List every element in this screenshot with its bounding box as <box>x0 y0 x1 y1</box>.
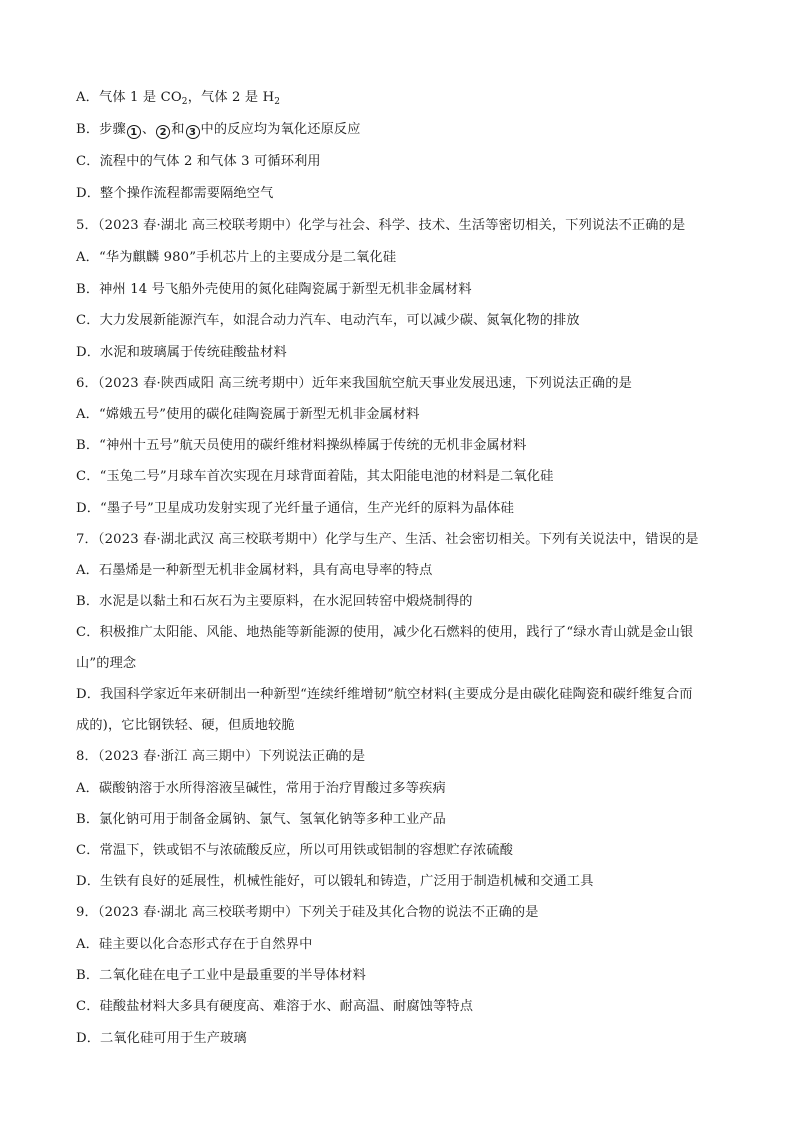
q9-option-b: B．二氧化硅在电子工业中是最重要的半导体材料 <box>76 968 366 983</box>
step-3-circled-icon: 3 <box>186 125 200 139</box>
q4-b-sep1: 、 <box>141 122 156 137</box>
q7-option-c-line1: C．积极推广太阳能、风能、地热能等新能源的使用，减少化石燃料的使用，践行了“绿水青山就是金山银 <box>76 625 694 640</box>
q8-stem: 8．（2023 春·浙江 高三期中）下列说法正确的是 <box>76 749 366 764</box>
q6-option-c: C．“玉兔二号”月球车首次实现在月球背面着陆，其太阳能电池的材料是二氧化硅 <box>76 469 554 484</box>
q7-option-d-line1: D．我国科学家近年来研制出一种新型“连续纤维增韧”航空材料(主要成分是由碳化硅陶瓷和碳纤维复合而 <box>76 687 693 702</box>
q4-a-prefix: A．气体 1 是 CO <box>76 90 182 105</box>
q7-option-a: A．石墨烯是一种新型无机非金属材料，具有高电导率的特点 <box>76 563 433 578</box>
q4-option-b <box>76 121 361 139</box>
q6-option-a: A．“嫦娥五号”使用的碳化硅陶瓷属于新型无机非金属材料 <box>76 407 420 422</box>
q6-option-d: D．“墨子号”卫星成功发射实现了光纤量子通信，生产光纤的原料为晶体硅 <box>76 501 514 516</box>
q4-b-prefix: B．步骤 <box>76 122 126 137</box>
q9-option-a: A．硅主要以化合态形式存在于自然界中 <box>76 937 313 952</box>
q4-a-subscript-2: 2 <box>274 97 281 107</box>
q5-option-b: B．神州 14 号飞船外壳使用的氮化硅陶瓷属于新型无机非金属材料 <box>76 282 472 297</box>
q4-option-c: C．流程中的气体 2 和气体 3 可循环利用 <box>76 154 321 169</box>
q8-option-d: D．生铁有良好的延展性，机械性能好，可以锻轧和铸造，广泛用于制造机械和交通工具 <box>76 874 594 889</box>
q4-b-sep2: 和 <box>171 122 185 137</box>
q4-option-d: D．整个操作流程都需要隔绝空气 <box>76 186 274 201</box>
q9-stem: 9．（2023 春·湖北 高三校联考期中）下列关于硅及其化合物的说法不正确的是 <box>76 905 539 920</box>
step-2-circled-icon: 2 <box>156 125 170 139</box>
q4-b-suffix: 中的反应均为氧化还原反应 <box>200 122 361 137</box>
q8-option-a: A．碳酸钠溶于水所得溶液呈碱性，常用于治疗胃酸过多等疾病 <box>76 781 446 796</box>
q4-option-a <box>76 89 280 107</box>
q7-option-c-line2: 山”的理念 <box>76 656 137 671</box>
q7-option-d-line2: 成的)，它比钢铁轻、硬，但质地较脆 <box>76 718 295 733</box>
q5-option-a: A．“华为麒麟 980”手机芯片上的主要成分是二氧化硅 <box>76 250 397 265</box>
q6-option-b: B．“神州十五号”航天员使用的碳纤维材料操纵棒属于传统的无机非金属材料 <box>76 438 527 453</box>
q8-option-b: B．氯化钠可用于制备金属钠、氯气、氢氧化钠等多种工业产品 <box>76 812 446 827</box>
q5-option-d: D．水泥和玻璃属于传统硅酸盐材料 <box>76 345 287 360</box>
q6-stem: 6．（2023 春·陕西咸阳 高三统考期中）近年来我国航空航天事业发展迅速，下列说法正确的是 <box>76 376 632 391</box>
q5-option-c: C．大力发展新能源汽车，如混合动力汽车、电动汽车，可以减少碳、氮氧化物的排放 <box>76 313 580 328</box>
q4-a-mid: ，气体 2 是 H <box>187 90 275 105</box>
q5-stem: 5．（2023 春·湖北 高三校联考期中）化学与社会、科学、技术、生活等密切相关，下列说法不正确的是 <box>76 218 686 233</box>
step-1-circled-icon: 1 <box>127 125 141 139</box>
q4-a-subscript-1: 2 <box>181 97 188 107</box>
q9-option-c: C．硅酸盐材料大多具有硬度高、难溶于水、耐高温、耐腐蚀等特点 <box>76 999 474 1014</box>
q9-option-d: D．二氧化硅可用于生产玻璃 <box>76 1031 247 1046</box>
q8-option-c: C．常温下，铁或铝不与浓硫酸反应，所以可用铁或铝制的容想贮存浓硫酸 <box>76 843 514 858</box>
q7-stem: 7．（2023 春·湖北武汉 高三校联考期中）化学与生产、生活、社会密切相关。下列有关说法中，错误的是 <box>76 532 699 547</box>
q7-option-b: B．水泥是以黏土和石灰石为主要原料，在水泥回转窑中煅烧制得的 <box>76 594 473 609</box>
